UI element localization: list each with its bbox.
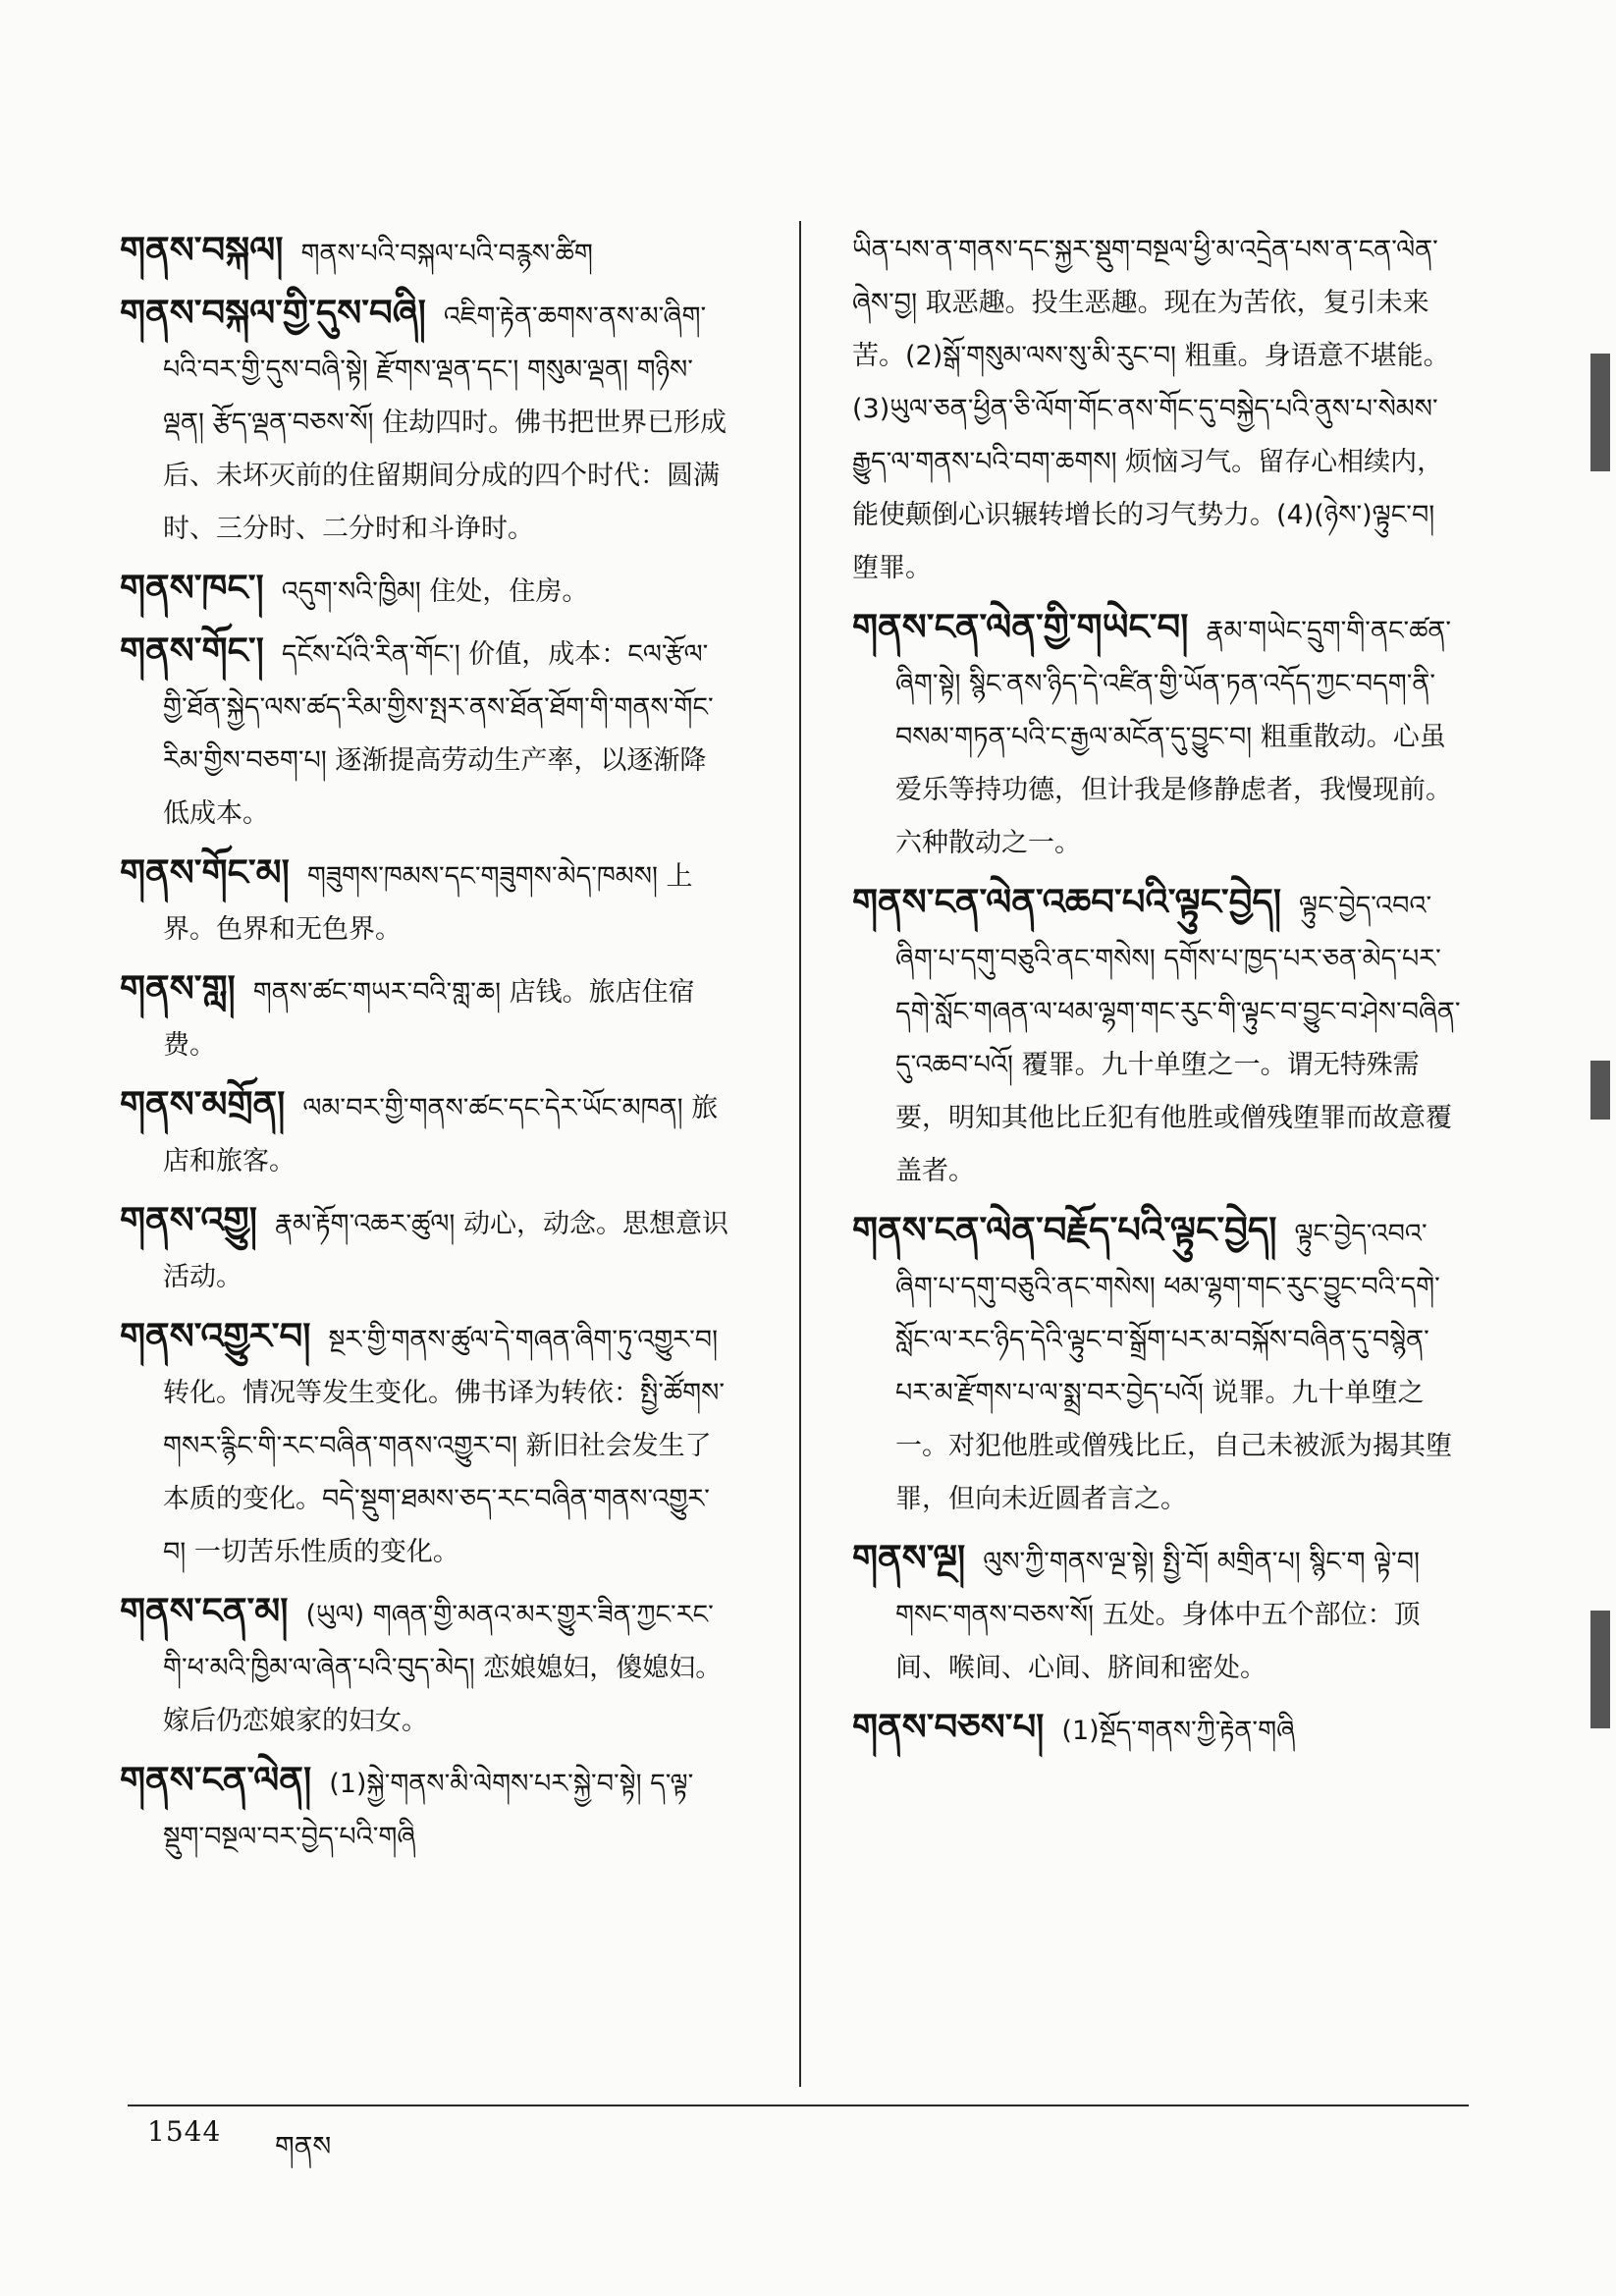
dictionary-entry xyxy=(120,625,728,841)
entry-headword: གནས་ངན་ལེན། xyxy=(120,1759,312,1801)
dictionary-entry xyxy=(852,601,1461,870)
dictionary-entry xyxy=(120,1078,728,1188)
dictionary-entry xyxy=(852,1701,1461,1758)
dictionary-entry xyxy=(120,847,728,957)
entry-headword: གནས་འགྱུར་བ། xyxy=(120,1315,311,1357)
entry-definition: གནས་ཚང་གཡར་བའི་གླ་ཆ། 店钱。旅店住宿费。 xyxy=(163,977,695,1061)
entry-definition: གཟུགས་ཁམས་དང་གཟུགས་མེད་ཁམས། 上界。色界和无色界。 xyxy=(163,861,693,945)
entry-headword: གནས་ངན་ལེན་གྱི་གཡེང་བ། xyxy=(852,606,1189,648)
entry-headword: གནས་བསྐལ་གྱི་དུས་བཞི། xyxy=(120,292,426,334)
scan-edge-mark xyxy=(1590,1061,1610,1120)
entry-headword: གནས་ངན་ལེན་འཆབ་པའི་ལྟུང་བྱེད། xyxy=(852,881,1282,923)
entry-definition: ལམ་བར་གྱི་གནས་ཚང་དང་དེར་ཡོང་མཁན། 旅店和旅客。 xyxy=(163,1093,719,1176)
entry-headword: གནས་ངན་ལེན་བརྗོད་པའི་ལྟུང་བྱེད། xyxy=(852,1209,1277,1251)
entry-definition: སྔར་གྱི་གནས་ཚུལ་དེ་གཞན་ཞིག་ཏུ་འགྱུར་བ། 转化。情况等发生变化。佛书译为转依：སྤྱི་ཚོགས་གསར་རྙིང་གི་རང་བཞིན་གནས་འགྱུར་བ། 新旧社会发生了本质的变化。བདེ་སྡུག་ཐམས་ཅད་རང་བཞིན་གནས་འགྱུར་བ། 一切苦乐性质的变化。 xyxy=(163,1325,726,1567)
entry-headword: གནས་ཁང་། xyxy=(120,567,264,609)
entry-headword: གནས་གླ། xyxy=(120,967,236,1010)
entry-definition: ལྟུང་བྱེད་འབའ་ཞིག་པ་དགུ་བཅུའི་ནང་གསེས། ཕམ་ལྷག་གང་རུང་བྱུང་བའི་དགེ་སློང་ལ་རང་ཉིད་དེའི་ལྟུང་བ་སྒྲོག་པར་མ་བསྐོས་བཞིན་དུ་བསྙེན་པར་མ་རྫོགས་པ་ལ་སྨྲ་བར་བྱེད་པའོ། 说罪。九十单堕之一。对犯他胜或僧残比丘，自己未被派为揭其堕罪，但向未近圆者言之。 xyxy=(895,1219,1452,1514)
dictionary-entry xyxy=(852,1204,1461,1526)
entry-headword: གནས་འགྱུ། xyxy=(120,1199,257,1241)
dictionary-entry xyxy=(852,1532,1461,1695)
page-number: 1544 xyxy=(147,2115,222,2148)
dictionary-entry xyxy=(120,287,728,556)
entry-definition: (1)སྐྱེ་གནས་མི་ལེགས་པར་སྐྱེ་བ་སྟེ། ད་ལྟ་སྡུག་བསྔལ་བར་བྱེད་པའི་གཞི xyxy=(163,1769,694,1852)
left-column xyxy=(120,224,728,1870)
right-column xyxy=(852,224,1461,1764)
entry-headword: གནས་ངན་མ། xyxy=(120,1590,289,1632)
entry-definition: རྣམ་གཡེང་དྲུག་གི་ནང་ཚན་ཞིག་སྟེ། སྙིང་ནས་ཉིད་དེ་འཛིན་གྱི་ཡོན་ཏན་འདོད་ཀྱང་བདག་ནི་བསམ་གཏན་པའི་ང་རྒྱལ་མངོན་དུ་བྱུང་བ། 粗重散动。心虽爱乐等持功德，但计我是修静虑者，我慢现前。六种散动之一。 xyxy=(895,616,1452,858)
entry-headword: གནས་ལྔ། xyxy=(852,1537,966,1579)
dictionary-entry xyxy=(120,962,728,1072)
dictionary-entry xyxy=(120,224,728,281)
entry-headword: གནས་བཅས་པ། xyxy=(852,1706,1045,1748)
entry-continuation xyxy=(852,224,1461,595)
entry-headword: གནས་མགྲོན། xyxy=(120,1083,286,1125)
entry-definition: (1)སྔོད་གནས་ཀྱི་རྟེན་གཞི xyxy=(1061,1716,1295,1746)
entry-headword: གནས་བསྐལ། xyxy=(120,229,284,271)
footer-rule xyxy=(128,2105,1469,2106)
dictionary-entry xyxy=(120,1754,728,1864)
scan-edge-mark xyxy=(1590,1611,1610,1728)
entry-definition: འདུག་སའི་ཁྱིམ། 住处，住房。 xyxy=(281,576,589,607)
entry-definition: དངོས་པོའི་རིན་གོང་། 价值，成本：ངལ་རྩོལ་གྱི་ཐོན་སྐྱེད་ལས་ཚད་རིམ་གྱིས་སྤར་ནས་ཐོན་ཐོག་གི་གནས་གོང་རིམ་གྱིས་བཅག་པ། 逐渐提高劳动生产率，以逐渐降低成本。 xyxy=(163,639,714,829)
entry-headword: གནས་གོང་མ། xyxy=(120,851,290,894)
column-divider xyxy=(799,221,801,2087)
dictionary-entry xyxy=(120,1194,728,1304)
dictionary-entry xyxy=(120,1585,728,1748)
dictionary-entry xyxy=(852,876,1461,1198)
entry-definition: རྣམ་རྟོག་འཆར་ཚུལ། 动心，动念。思想意识活动。 xyxy=(163,1209,729,1292)
dictionary-entry xyxy=(120,1310,728,1579)
running-head: གནས xyxy=(275,2130,332,2162)
entry-definition: (ཡུལ) གཞན་གྱི་མནའ་མར་གྱུར་ཟིན་ཀྱང་རང་གི་ཕ་མའི་ཁྱིམ་ལ་ཞེན་པའི་བུད་མེད། 恋娘媳妇，傻媳妇。嫁后仍恋娘家的妇女。 xyxy=(163,1600,723,1736)
entry-definition: ཡིན་པས་ན་གནས་དང་སྐྱར་སྡུག་བསྔལ་ཕྱི་མ་འདྲེན་པས་ན་ངན་ལེན་ཞེས་བྱ། 取恶趣。投生恶趣。现在为苦依，复引未来苦。(2)སྒོ་གསུམ་ལས་སུ་མི་རུང་བ། 粗重。身语意不堪能。(3)ཡུལ་ཅན་ཕྱིན་ཅི་ལོག་གོང་ནས་གོང་དུ་བསྐྱེད་པའི་ནུས་པ་སེམས་རྒྱུད་ལ་གནས་པའི་བག་ཆགས། 烦恼习气。留存心相续内，能使颠倒心识辗转增长的习气势力。(4)(ཉེས་)ལྟུང་བ། 堕罪。 xyxy=(852,235,1450,583)
entry-definition: འཇིག་རྟེན་ཆགས་ནས་མ་ཞིག་པའི་བར་གྱི་དུས་བཞི་སྟེ། རྫོགས་ལྡན་དང་། གསུམ་ལྡན། གཉིས་ལྡན། རྩོད་ལྡན་བཅས་སོ། 住劫四时。佛书把世界已形成后、未坏灭前的住留期间分成的四个时代：圆满时、三分时、二分时和斗诤时。 xyxy=(163,301,727,544)
scan-edge-mark xyxy=(1590,354,1610,471)
dictionary-entry xyxy=(120,562,728,619)
entry-definition: ལུས་ཀྱི་གནས་ལྔ་སྟེ། སྤྱི་བོ། མགྲིན་པ། སྙིང་ག ལྟེ་བ། གསང་གནས་བཅས་སོ། 五处。身体中五个部位：顶间、喉间、心间、脐间和密处。 xyxy=(895,1547,1421,1683)
entry-definition: གནས་པའི་བསྐལ་པའི་བརྙས་ཚིག xyxy=(300,239,593,269)
entry-headword: གནས་གོང་། xyxy=(120,629,264,672)
entry-definition: ལྟུང་བྱེད་འབའ་ཞིག་པ་དགུ་བཅུའི་ནང་གསེས། དགོས་པ་ཁྱད་པར་ཅན་མེད་པར་དགེ་སློང་གཞན་ལ་ཕམ་ལྷག་གང་རུང་གི་ལྟུང་བ་བྱུང་བ་ཤེས་བཞིན་དུ་འཆབ་པའོ། 覆罪。九十单堕之一。谓无特殊需要，明知其他比丘犯有他胜或僧残堕罪而故意覆盖者。 xyxy=(895,891,1461,1186)
